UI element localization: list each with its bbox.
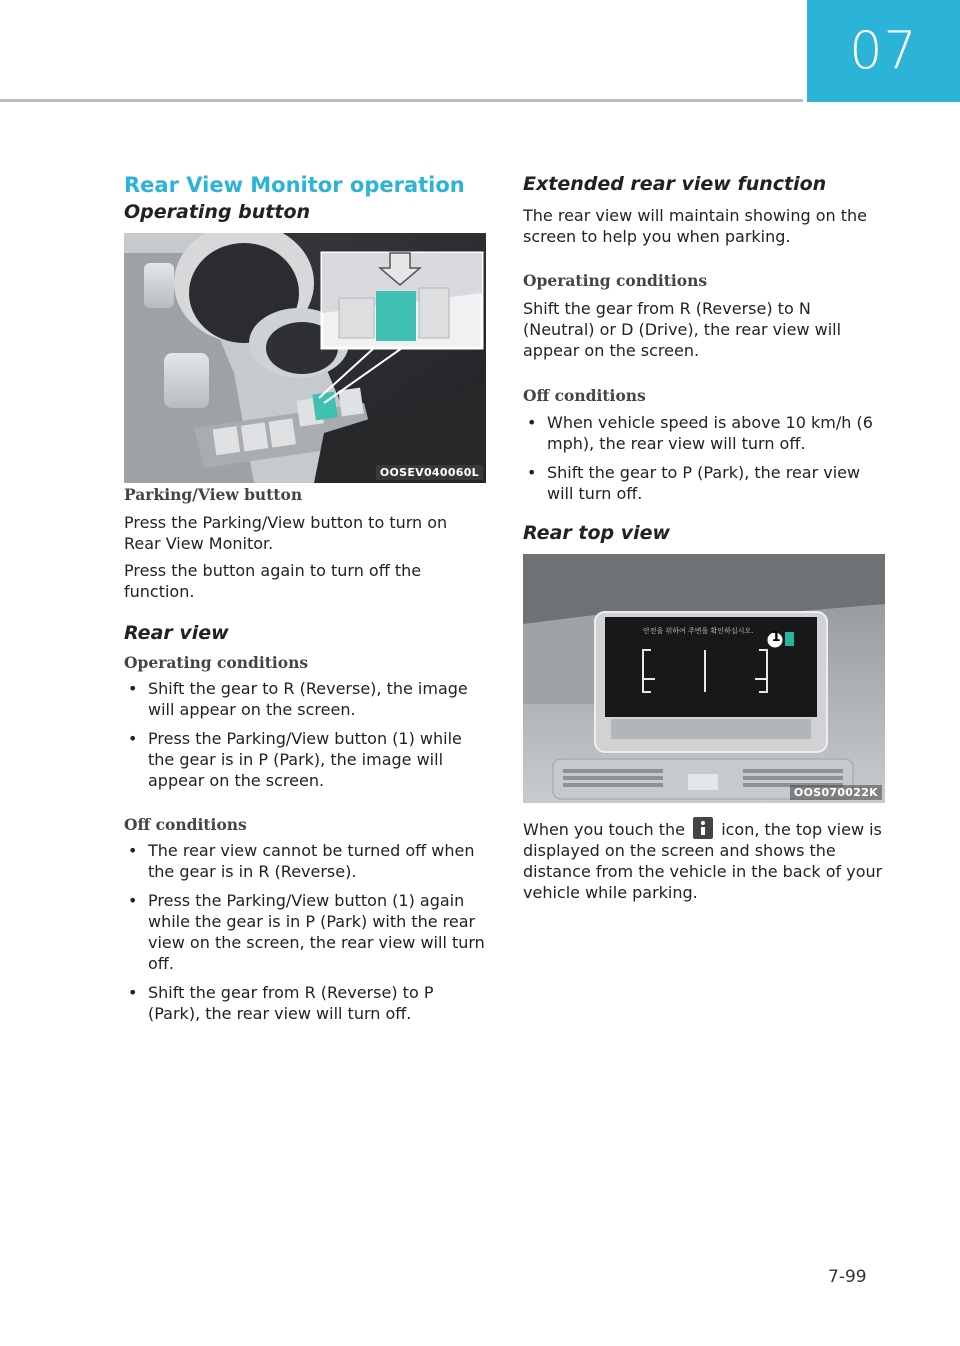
top-view-paragraph: When you touch the icon, the top view is displayed on the screen and shows the distance from the vehicle in the back of your vehicle while parking. (523, 817, 885, 903)
list-item: • Shift the gear to R (Reverse), the image will appear on the screen. (128, 679, 468, 719)
section-title: Rear View Monitor operation (124, 173, 465, 197)
bullet: • (128, 729, 138, 748)
chapter-number: 07 (849, 21, 918, 81)
extended-operating-conditions-paragraph: Shift the gear from R (Reverse) to N (Neutral) or D (Drive), the rear view will appear on the screen. (523, 299, 842, 360)
figure-code: OOS070022K (790, 785, 882, 800)
screen-caption: 안전을 위하여 주변을 확인하십시오. (643, 627, 754, 635)
bullet: • (128, 983, 138, 1002)
parking-view-heading: Parking/View button (124, 485, 303, 504)
chapter-number-tab (807, 0, 960, 102)
bullet: • (527, 463, 537, 482)
callout-number: 1 (771, 630, 781, 645)
rear-view-off-conditions-list (124, 840, 486, 1032)
header-rule (0, 99, 803, 102)
bullet: • (128, 891, 138, 910)
rear-top-view-figure (523, 554, 885, 803)
rear-view-off-conditions-heading: Off conditions (124, 815, 247, 834)
bullet: • (527, 413, 537, 432)
extended-rear-view-title: Extended rear view function (523, 173, 827, 195)
extended-operating-conditions-heading: Operating conditions (523, 271, 708, 290)
top-view-icon (693, 817, 713, 839)
list-item: • Shift the gear to P (Park), the rear view will turn off. (527, 463, 861, 503)
extended-paragraph: The rear view will maintain showing on the screen to help you when parking. (523, 206, 867, 246)
extended-off-conditions-list (523, 412, 885, 512)
page-number: 7-99 (828, 1267, 867, 1287)
bullet: • (128, 841, 138, 860)
rear-top-view-title: Rear top view (523, 522, 671, 544)
rear-view-operating-conditions-list (124, 678, 486, 799)
bullet: • (128, 679, 138, 698)
parking-view-paragraph-1: Press the Parking/View button to turn on Rear View Monitor. (124, 513, 448, 553)
list-item: • Press the Parking/View button (1) while the gear is in P (Park), the image will appear on the screen. (128, 729, 462, 790)
operating-button-figure (124, 233, 486, 483)
infotainment-illustration (523, 554, 885, 803)
parking-view-paragraph-2: Press the button again to turn off the function. (124, 561, 422, 601)
figure-code: OOSEV040060L (376, 465, 483, 480)
rear-view-operating-conditions-heading: Operating conditions (124, 653, 309, 672)
list-item: • When vehicle speed is above 10 km/h (6 mph), the rear view will turn off. (527, 413, 873, 453)
extended-off-conditions-heading: Off conditions (523, 386, 646, 405)
list-item: • The rear view cannot be turned off when the gear is in R (Reverse). (128, 841, 475, 881)
list-item: • Press the Parking/View button (1) again while the gear is in P (Park) with the rear view on the screen, the rear view will turn off. (128, 891, 485, 973)
console-illustration (124, 233, 486, 483)
operating-button-title: Operating button (124, 201, 311, 223)
rear-view-title: Rear view (124, 622, 229, 644)
list-item: • Shift the gear from R (Reverse) to P (Park), the rear view will turn off. (128, 983, 434, 1023)
